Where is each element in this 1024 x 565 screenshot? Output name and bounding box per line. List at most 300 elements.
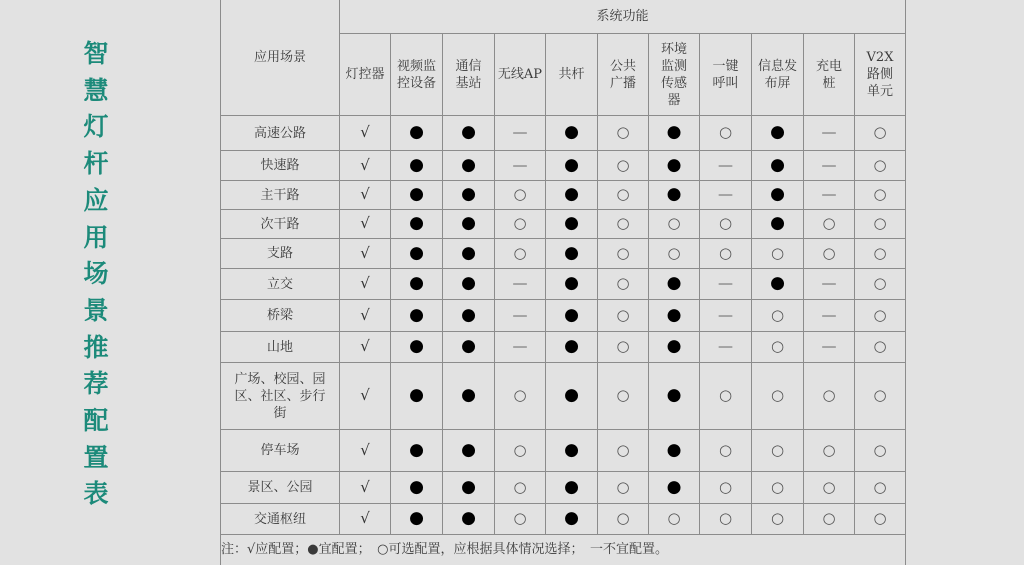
value-cell (649, 300, 700, 332)
value-cell (443, 332, 495, 363)
value-cell (495, 504, 546, 535)
value-cell (546, 269, 598, 300)
hollow-circle-icon: ○ (513, 440, 527, 459)
hollow-circle-icon: ○ (770, 243, 785, 262)
dash-icon: — (821, 305, 837, 324)
value-cell (649, 151, 700, 181)
value-cell (700, 269, 752, 300)
value-cell (649, 472, 700, 504)
filled-dot-icon: ● (409, 336, 424, 356)
check-icon: √ (360, 386, 370, 404)
value-cell (546, 239, 598, 269)
filled-dot-icon: ● (564, 154, 579, 175)
value-cell (752, 210, 804, 239)
value-cell (598, 363, 649, 430)
filled-dot-icon: ● (461, 122, 476, 142)
column-header-line: 信息发 (757, 58, 797, 74)
value-cell (340, 363, 391, 430)
value-cell (340, 239, 391, 269)
column-header-line: V2X (866, 50, 894, 65)
filled-dot-icon: ● (409, 304, 424, 325)
value-cell (391, 181, 443, 210)
hollow-circle-icon: ○ (616, 123, 630, 141)
column-header (443, 34, 495, 116)
filled-dot-icon: ● (461, 508, 476, 528)
hollow-circle-icon: ○ (770, 386, 785, 404)
value-cell (443, 363, 495, 430)
dash-icon: — (821, 337, 837, 355)
column-header (340, 34, 391, 116)
value-cell (752, 300, 804, 332)
filled-dot-icon: ● (409, 273, 424, 293)
filled-dot-icon: ● (666, 273, 682, 293)
check-icon: √ (360, 305, 370, 324)
value-cell (391, 269, 443, 300)
value-cell (546, 472, 598, 504)
value-cell (804, 151, 855, 181)
config-table (220, 0, 906, 565)
hollow-circle-icon: ○ (718, 123, 733, 141)
scene-cell: 次干路 (221, 210, 340, 239)
title-char: 慧 (83, 75, 109, 105)
value-cell (700, 239, 752, 269)
value-cell (804, 332, 855, 363)
value-cell (752, 504, 804, 535)
hollow-circle-icon: ○ (770, 477, 785, 496)
scene-cell: 主干路 (221, 181, 340, 210)
filled-dot-icon: ● (564, 476, 579, 497)
value-cell (804, 269, 855, 300)
value-cell (391, 504, 443, 535)
scene-cell: 广场、校园、园区、社区、步行街 (221, 363, 340, 430)
filled-dot-icon: ● (461, 385, 476, 405)
filled-dot-icon: ● (461, 273, 476, 293)
value-cell (546, 430, 598, 472)
value-cell (700, 504, 752, 535)
value-cell (649, 363, 700, 430)
check-icon: √ (360, 123, 370, 141)
filled-dot-icon: ● (461, 439, 476, 460)
check-icon: √ (360, 274, 370, 292)
hollow-circle-icon: ○ (616, 243, 630, 262)
hollow-circle-icon: ○ (513, 386, 527, 404)
legend-note: 注：√应配置；●宜配置； ○可选配置，应根据具体情况选择； 一不宜配置。 (221, 535, 906, 565)
value-cell (700, 116, 752, 151)
check-icon: √ (360, 477, 370, 496)
filled-dot-icon: ● (409, 154, 424, 175)
value-cell (495, 472, 546, 504)
value-cell (495, 430, 546, 472)
value-cell (804, 430, 855, 472)
filled-dot-icon: ● (564, 304, 579, 325)
column-header-line: 布屏 (764, 75, 791, 91)
table-row (221, 116, 906, 151)
hollow-circle-icon: ○ (667, 214, 681, 232)
value-cell (855, 504, 906, 535)
hollow-circle-icon: ○ (822, 440, 836, 459)
value-cell (700, 472, 752, 504)
filled-dot-icon: ● (409, 122, 424, 142)
value-cell (598, 181, 649, 210)
check-icon: √ (360, 214, 370, 232)
filled-dot-icon: ● (666, 439, 682, 460)
table-row (221, 332, 906, 363)
hollow-circle-icon: ○ (770, 305, 785, 324)
title-char: 场 (83, 259, 109, 289)
value-cell (546, 332, 598, 363)
value-cell (649, 239, 700, 269)
title-char: 景 (83, 295, 109, 325)
value-cell (752, 472, 804, 504)
scene-cell: 交通枢纽 (221, 504, 340, 535)
value-cell (649, 269, 700, 300)
value-cell (495, 269, 546, 300)
value-cell (752, 181, 804, 210)
filled-dot-icon: ● (409, 476, 424, 497)
scene-cell: 支路 (221, 239, 340, 269)
filled-dot-icon: ● (666, 385, 682, 405)
value-cell (443, 116, 495, 151)
scene-cell: 景区、公园 (221, 472, 340, 504)
title-char: 应 (83, 185, 109, 215)
value-cell (598, 269, 649, 300)
value-cell (804, 116, 855, 151)
value-cell (804, 504, 855, 535)
value-cell (340, 504, 391, 535)
column-header-line: 呼叫 (712, 75, 739, 91)
hollow-circle-icon: ○ (822, 243, 836, 262)
value-cell (752, 116, 804, 151)
filled-dot-icon: ● (770, 213, 785, 233)
dash-icon: — (821, 155, 837, 174)
hollow-circle-icon: ○ (873, 274, 887, 292)
scene-cell: 立交 (221, 269, 340, 300)
hollow-circle-icon: ○ (873, 123, 887, 141)
scene-cell: 桥梁 (221, 300, 340, 332)
scene-cell: 高速公路 (221, 116, 340, 151)
column-header-line: 视频监 (396, 58, 436, 74)
value-cell (855, 239, 906, 269)
table-row (221, 430, 906, 472)
value-cell (495, 210, 546, 239)
value-cell (391, 116, 443, 151)
value-cell (443, 181, 495, 210)
title-char: 灯 (83, 112, 109, 142)
hollow-circle-icon: ○ (873, 243, 887, 262)
value-cell (443, 239, 495, 269)
dash-icon: — (718, 305, 733, 324)
column-header (391, 34, 443, 116)
group-header: 系统功能 (340, 0, 906, 34)
hollow-circle-icon: ○ (718, 386, 733, 404)
value-cell (391, 151, 443, 181)
value-cell (804, 472, 855, 504)
value-cell (546, 116, 598, 151)
value-cell (391, 210, 443, 239)
dash-icon: — (718, 337, 733, 355)
column-header-line: 一键 (712, 58, 739, 74)
filled-dot-icon: ● (564, 184, 579, 204)
filled-dot-icon: ● (461, 304, 476, 325)
filled-dot-icon: ● (461, 242, 476, 263)
hollow-circle-icon: ○ (873, 155, 887, 174)
value-cell (340, 430, 391, 472)
value-cell (855, 300, 906, 332)
hollow-circle-icon: ○ (616, 214, 630, 232)
filled-dot-icon: ● (770, 184, 785, 204)
value-cell (855, 363, 906, 430)
value-cell (443, 504, 495, 535)
value-cell (649, 430, 700, 472)
value-cell (340, 472, 391, 504)
hollow-circle-icon: ○ (718, 243, 733, 262)
value-cell (804, 210, 855, 239)
hollow-circle-icon: ○ (822, 509, 836, 527)
column-header (495, 34, 546, 116)
column-header-line: 无线AP (497, 67, 543, 82)
value-cell (598, 472, 649, 504)
column-header-line: 单元 (866, 84, 893, 99)
filled-dot-icon: ● (564, 336, 579, 356)
value-cell (649, 116, 700, 151)
value-cell (546, 504, 598, 535)
filled-dot-icon: ● (564, 122, 579, 142)
value-cell (495, 116, 546, 151)
check-icon: √ (360, 440, 370, 459)
dash-icon: — (718, 155, 733, 174)
value-cell (649, 332, 700, 363)
dash-icon: — (512, 123, 528, 141)
dash-icon: — (718, 274, 733, 292)
value-cell (340, 151, 391, 181)
value-cell (700, 210, 752, 239)
value-cell (700, 151, 752, 181)
value-cell (598, 239, 649, 269)
value-cell (340, 210, 391, 239)
hollow-circle-icon: ○ (822, 386, 836, 404)
dash-icon: — (512, 337, 528, 355)
value-cell (598, 151, 649, 181)
hollow-circle-icon: ○ (513, 509, 527, 527)
table-row (221, 239, 906, 269)
column-header (649, 34, 700, 116)
filled-dot-icon: ● (409, 439, 424, 460)
value-cell (598, 300, 649, 332)
value-cell (443, 210, 495, 239)
filled-dot-icon: ● (461, 213, 476, 233)
column-header-line: 路侧 (866, 67, 893, 82)
value-cell (443, 300, 495, 332)
filled-dot-icon: ● (564, 242, 579, 263)
value-cell (443, 269, 495, 300)
value-cell (598, 430, 649, 472)
filled-dot-icon: ● (409, 242, 424, 263)
filled-dot-icon: ● (666, 304, 682, 325)
filled-dot-icon: ● (666, 184, 682, 204)
value-cell (391, 332, 443, 363)
hollow-circle-icon: ○ (770, 509, 785, 527)
column-header-line: 桩 (822, 75, 836, 91)
value-cell (700, 300, 752, 332)
column-header-line: 广播 (609, 75, 636, 91)
hollow-circle-icon: ○ (770, 337, 785, 355)
value-cell (804, 239, 855, 269)
value-cell (495, 181, 546, 210)
check-icon: √ (360, 337, 370, 355)
dash-icon: — (821, 123, 837, 141)
filled-dot-icon: ● (409, 385, 424, 405)
value-cell (340, 181, 391, 210)
table-row (221, 504, 906, 535)
dash-icon: — (512, 155, 528, 174)
column-header-line: 监测 (660, 58, 687, 74)
value-cell (443, 472, 495, 504)
hollow-circle-icon: ○ (616, 337, 630, 355)
value-cell (391, 430, 443, 472)
page-title (78, 36, 114, 513)
hollow-circle-icon: ○ (873, 386, 887, 404)
hollow-circle-icon: ○ (873, 305, 887, 324)
value-cell (804, 181, 855, 210)
scene-header: 应用场景 (221, 0, 340, 116)
value-cell (598, 332, 649, 363)
filled-dot-icon: ● (461, 154, 476, 175)
hollow-circle-icon: ○ (513, 214, 527, 232)
hollow-circle-icon: ○ (616, 185, 630, 203)
hollow-circle-icon: ○ (873, 440, 887, 459)
hollow-circle-icon: ○ (616, 477, 630, 496)
value-cell (700, 332, 752, 363)
value-cell (391, 472, 443, 504)
value-cell (340, 300, 391, 332)
title-char: 荐 (83, 369, 109, 399)
hollow-circle-icon: ○ (616, 440, 630, 459)
hollow-circle-icon: ○ (718, 477, 733, 496)
filled-dot-icon: ● (770, 273, 785, 293)
table-row (221, 300, 906, 332)
value-cell (495, 151, 546, 181)
filled-dot-icon: ● (564, 273, 579, 293)
filled-dot-icon: ● (409, 184, 424, 204)
filled-dot-icon: ● (770, 154, 785, 175)
value-cell (495, 300, 546, 332)
value-cell (700, 181, 752, 210)
hollow-circle-icon: ○ (873, 337, 887, 355)
hollow-circle-icon: ○ (873, 477, 887, 496)
column-header (700, 34, 752, 116)
value-cell (391, 363, 443, 430)
value-cell (495, 332, 546, 363)
column-header-line: 充电 (815, 58, 842, 74)
value-cell (598, 504, 649, 535)
dash-icon: — (512, 274, 528, 292)
hollow-circle-icon: ○ (616, 305, 630, 324)
table-row (221, 363, 906, 430)
table-row (221, 210, 906, 239)
scene-cell: 快速路 (221, 151, 340, 181)
hollow-circle-icon: ○ (770, 440, 785, 459)
value-cell (649, 210, 700, 239)
dash-icon: — (821, 274, 837, 292)
filled-dot-icon: ● (461, 476, 476, 497)
value-cell (804, 300, 855, 332)
hollow-circle-icon: ○ (616, 274, 630, 292)
check-icon: √ (360, 509, 370, 527)
scene-cell: 停车场 (221, 430, 340, 472)
column-header-line: 传感 (660, 75, 687, 91)
table-row (221, 181, 906, 210)
hollow-circle-icon: ○ (616, 386, 630, 404)
hollow-circle-icon: ○ (616, 155, 630, 174)
column-header (752, 34, 804, 116)
hollow-circle-icon: ○ (667, 509, 681, 527)
value-cell (855, 151, 906, 181)
value-cell (700, 430, 752, 472)
dash-icon: — (821, 185, 837, 203)
column-header-line: 基站 (455, 75, 482, 91)
title-char: 用 (83, 222, 109, 252)
column-header (546, 34, 598, 116)
filled-dot-icon: ● (666, 154, 682, 175)
filled-dot-icon: ● (564, 385, 579, 405)
hollow-circle-icon: ○ (718, 509, 733, 527)
hollow-circle-icon: ○ (513, 477, 527, 496)
value-cell (443, 430, 495, 472)
hollow-circle-icon: ○ (873, 185, 887, 203)
check-icon: √ (360, 243, 370, 262)
value-cell (752, 363, 804, 430)
value-cell (546, 151, 598, 181)
column-header (804, 34, 855, 116)
value-cell (495, 363, 546, 430)
value-cell (340, 332, 391, 363)
scene-cell: 山地 (221, 332, 340, 363)
value-cell (546, 210, 598, 239)
filled-dot-icon: ● (564, 439, 579, 460)
hollow-circle-icon: ○ (718, 440, 733, 459)
hollow-circle-icon: ○ (718, 214, 733, 232)
title-char: 推 (83, 332, 109, 362)
value-cell (752, 239, 804, 269)
filled-dot-icon: ● (666, 122, 682, 142)
hollow-circle-icon: ○ (667, 243, 681, 262)
column-header-line: 通信 (455, 58, 482, 74)
title-char: 配 (83, 406, 109, 436)
value-cell (443, 151, 495, 181)
dash-icon: — (718, 185, 733, 203)
filled-dot-icon: ● (770, 122, 785, 142)
column-header-line: 控设备 (396, 75, 436, 91)
hollow-circle-icon: ○ (822, 477, 836, 496)
value-cell (495, 239, 546, 269)
value-cell (340, 116, 391, 151)
value-cell (855, 269, 906, 300)
value-cell (649, 181, 700, 210)
filled-dot-icon: ● (666, 336, 682, 356)
filled-dot-icon: ● (461, 184, 476, 204)
title-char: 杆 (83, 149, 109, 179)
dash-icon: — (512, 305, 528, 324)
value-cell (855, 181, 906, 210)
title-char: 置 (83, 442, 109, 472)
value-cell (598, 210, 649, 239)
check-icon: √ (360, 185, 370, 203)
value-cell (546, 181, 598, 210)
value-cell (752, 269, 804, 300)
table-row (221, 269, 906, 300)
hollow-circle-icon: ○ (873, 214, 887, 232)
hollow-circle-icon: ○ (616, 509, 630, 527)
